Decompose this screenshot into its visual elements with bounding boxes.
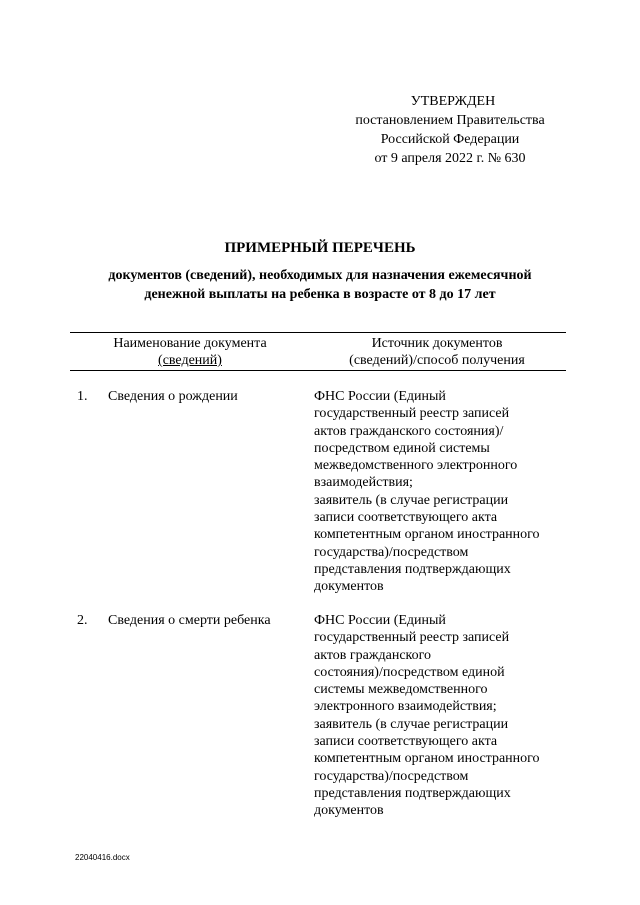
- source-line: заявитель (в случае регистрации: [314, 492, 509, 508]
- column-header-source: [332, 335, 542, 369]
- source-line: ФНС России (Единый: [314, 613, 446, 628]
- column-header-source-line-1: Источник документов: [371, 336, 503, 351]
- approval-heading: УТВЕРЖДЕН: [410, 94, 496, 109]
- source-line: состояния)/посредством единой: [314, 664, 505, 680]
- source-line: документов: [314, 803, 384, 819]
- column-header-name: [100, 335, 280, 369]
- row-source: [314, 388, 566, 596]
- column-header-source-line-2: (сведений)/способ получения: [349, 353, 525, 368]
- row-source: [314, 612, 566, 820]
- subtitle-line-1: документов (сведений), необходимых для назначения ежемесячной: [108, 268, 532, 283]
- source-line: записи соответствующего акта: [314, 734, 498, 750]
- approval-line-2: Российской Федерации: [380, 132, 520, 147]
- source-line: записи соответствующего акта: [314, 510, 498, 526]
- source-line: системы межведомственного: [314, 682, 488, 698]
- source-line: документов: [314, 579, 384, 595]
- source-line: государственный реестр записей: [314, 406, 510, 422]
- column-header-name-line-2: (сведений): [158, 353, 222, 368]
- source-line: ФНС России (Единый: [314, 389, 446, 404]
- source-line: государственный реестр записей: [314, 630, 510, 646]
- table-header-rule: [70, 370, 566, 371]
- source-line: взаимодействия;: [314, 475, 413, 491]
- approval-block: [340, 92, 560, 168]
- row-document-name: Сведения о смерти ребенка: [108, 613, 271, 628]
- source-line: актов гражданского: [314, 647, 432, 663]
- source-line: представления подтверждающих: [314, 561, 511, 577]
- row-number: 1.: [77, 389, 88, 404]
- source-line: государства)/посредством: [314, 544, 469, 560]
- source-line: актов гражданского состояния)/: [314, 423, 504, 439]
- document-title: ПРИМЕРНЫЙ ПЕРЕЧЕНЬ: [224, 240, 416, 256]
- row-document-name: Сведения о рождении: [108, 389, 238, 404]
- source-line: электронного взаимодействия;: [314, 699, 497, 715]
- source-line: представления подтверждающих: [314, 785, 511, 801]
- approval-line-3: от 9 апреля 2022 г. № 630: [374, 151, 526, 166]
- row-number: 2.: [77, 613, 88, 628]
- subtitle-line-2: денежной выплаты на ребенка в возрасте от 8 до 17 лет: [144, 287, 496, 302]
- file-name-footer: 22040416.docx: [75, 853, 130, 862]
- column-header-name-line-1: Наименование документа: [113, 336, 267, 351]
- approval-line-1: постановлением Правительства: [355, 113, 545, 128]
- source-line: государства)/посредством: [314, 768, 469, 784]
- source-line: заявитель (в случае регистрации: [314, 716, 509, 732]
- document-subtitle: [60, 266, 580, 304]
- source-line: посредством единой системы: [314, 440, 490, 456]
- table-top-rule: [70, 332, 566, 333]
- source-line: межведомственного электронного: [314, 458, 518, 474]
- source-line: компетентным органом иностранного: [314, 527, 540, 543]
- source-line: компетентным органом иностранного: [314, 751, 540, 767]
